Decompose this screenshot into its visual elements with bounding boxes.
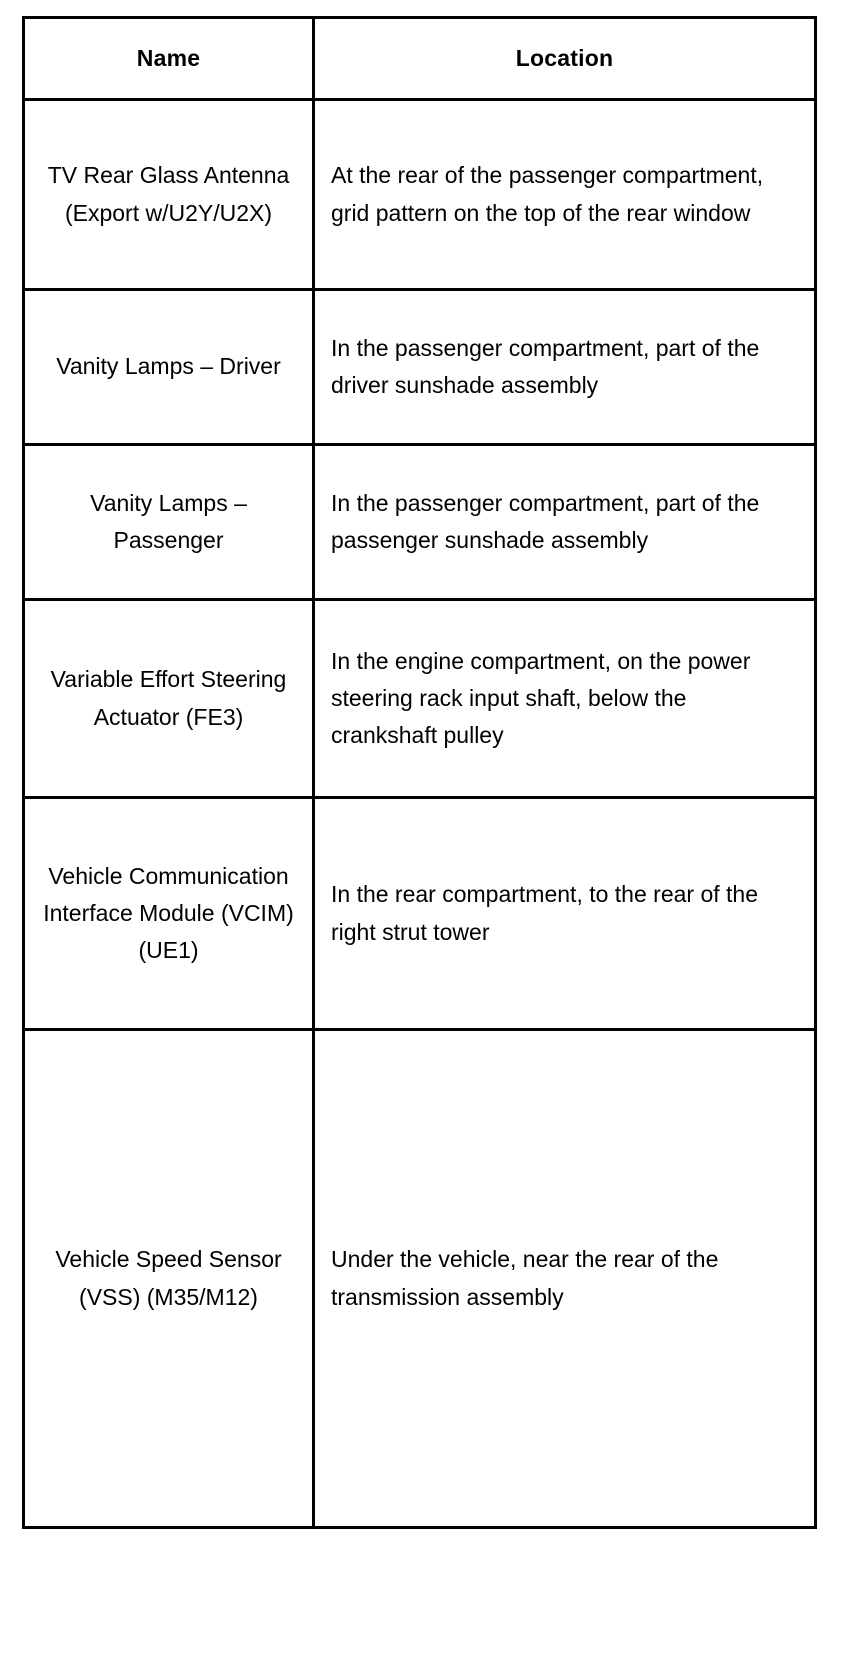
table-row bbox=[24, 798, 816, 1030]
cell-name: Vanity Lamps – Driver bbox=[24, 290, 314, 445]
table-row bbox=[24, 1030, 816, 1528]
cell-name: Vehicle Speed Sensor (VSS) (M35/M12) bbox=[24, 1030, 314, 1528]
cell-location: At the rear of the passenger compartment, grid pattern on the top of the rear window bbox=[314, 100, 816, 290]
table-row bbox=[24, 445, 816, 600]
cell-name: TV Rear Glass Antenna (Export w/U2Y/U2X) bbox=[24, 100, 314, 290]
column-header-name: Name bbox=[24, 18, 314, 100]
component-location-table bbox=[22, 16, 817, 1529]
cell-location: In the rear compartment, to the rear of the right strut tower bbox=[314, 798, 816, 1030]
table-row bbox=[24, 290, 816, 445]
cell-name: Vehicle Communication Interface Module (VCIM) (UE1) bbox=[24, 798, 314, 1030]
cell-location: Under the vehicle, near the rear of the transmission assembly bbox=[314, 1030, 816, 1528]
table-row bbox=[24, 600, 816, 798]
table-header bbox=[24, 18, 816, 100]
table-body bbox=[24, 100, 816, 1528]
cell-name: Vanity Lamps – Passenger bbox=[24, 445, 314, 600]
table-row bbox=[24, 100, 816, 290]
column-header-location: Location bbox=[314, 18, 816, 100]
cell-location: In the passenger compartment, part of the passenger sunshade assembly bbox=[314, 445, 816, 600]
cell-location: In the passenger compartment, part of the driver sunshade assembly bbox=[314, 290, 816, 445]
cell-name: Variable Effort Steering Actuator (FE3) bbox=[24, 600, 314, 798]
table-header-row bbox=[24, 18, 816, 100]
cell-location: In the engine compartment, on the power steering rack input shaft, below the crankshaft pulley bbox=[314, 600, 816, 798]
